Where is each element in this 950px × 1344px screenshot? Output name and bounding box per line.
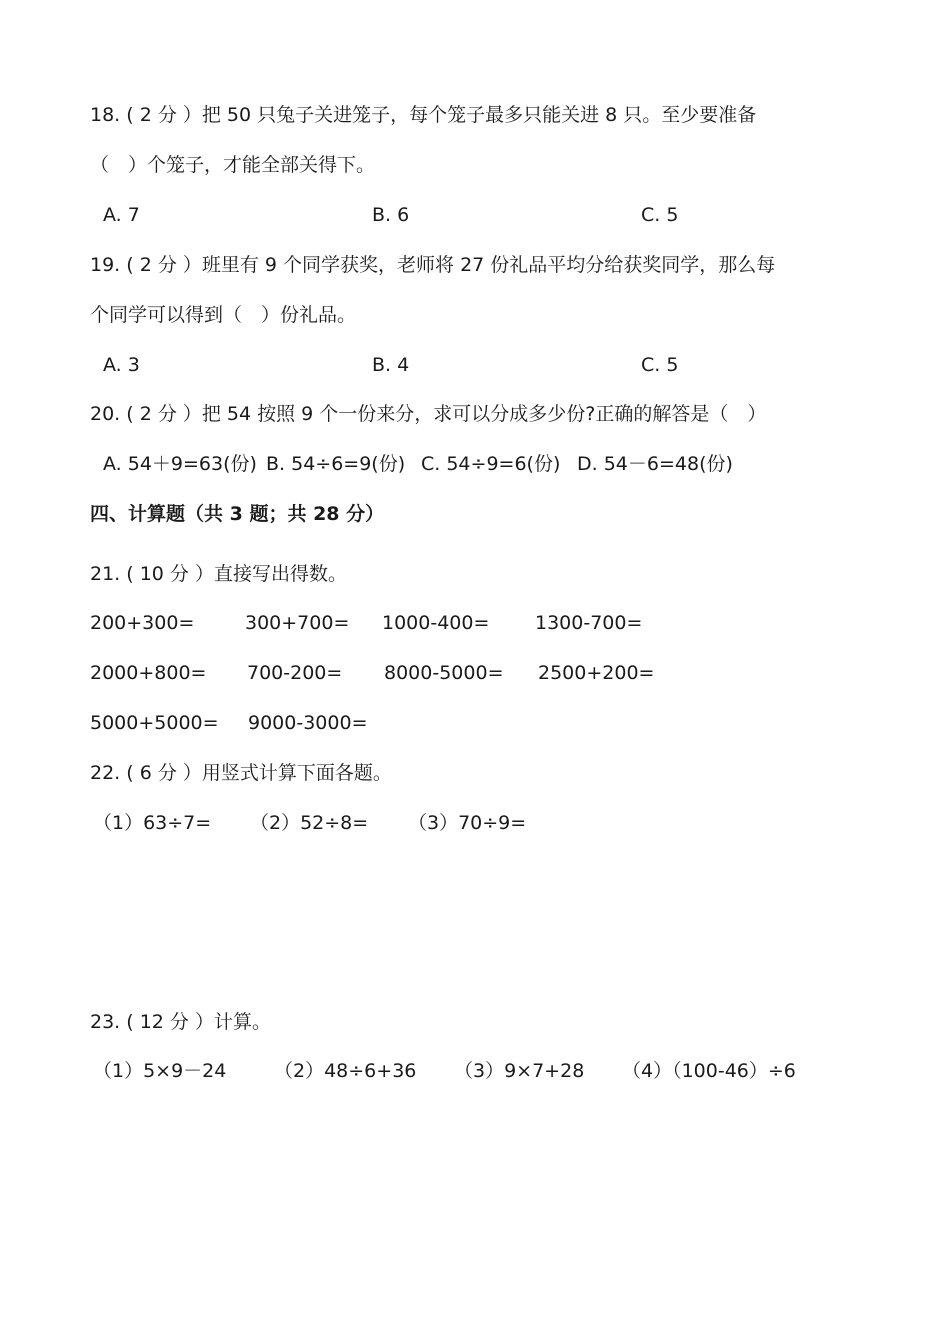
question-19-option-a: A. 3 bbox=[103, 354, 140, 376]
q21-item: 8000-5000= bbox=[384, 662, 504, 684]
q23-item: （3）9×7+28 bbox=[454, 1060, 585, 1082]
q23-item: （1）5×9－24 bbox=[93, 1060, 227, 1082]
q22-item: （1）63÷7= bbox=[93, 812, 212, 834]
q21-item: 1300-700= bbox=[535, 612, 643, 634]
question-18-option-a: A. 7 bbox=[103, 204, 140, 226]
q23-item: （2）48÷6+36 bbox=[274, 1060, 417, 1082]
q22-item: （3）70÷9= bbox=[408, 812, 527, 834]
question-21-title: 21. ( 10 分 ）直接写出得数。 bbox=[90, 563, 347, 585]
section-4-heading: 四、计算题（共 3 题；共 28 分） bbox=[90, 503, 385, 525]
q21-item: 300+700= bbox=[245, 612, 350, 634]
question-19-text: 19. ( 2 分 ）班里有 9 个同学获奖，老师将 27 份礼品平均分给获奖同学，那么每 bbox=[90, 254, 776, 276]
question-20-option-a: A. 54＋9=63(份) bbox=[103, 453, 257, 475]
question-20-text: 20. ( 2 分 ）把 54 按照 9 个一份来分，求可以分成多少份?正确的解答是（ ） bbox=[90, 403, 767, 425]
q23-item: （4）（100-46）÷6 bbox=[622, 1060, 796, 1082]
question-18-text-cont: （ ）个笼子，才能全部关得下。 bbox=[90, 154, 376, 176]
question-18-option-c: C. 5 bbox=[641, 204, 679, 226]
q21-item: 700-200= bbox=[247, 662, 343, 684]
q22-item: （2）52÷8= bbox=[250, 812, 369, 834]
question-18-text: 18. ( 2 分 ）把 50 只兔子关进笼子，每个笼子最多只能关进 8 只。至少要准备 bbox=[90, 104, 757, 126]
question-18-option-b: B. 6 bbox=[372, 204, 410, 226]
question-23-title: 23. ( 12 分 ）计算。 bbox=[90, 1011, 271, 1033]
question-20-option-d: D. 54－6=48(份) bbox=[577, 453, 733, 475]
question-20-option-b: B. 54÷6=9(份) bbox=[266, 453, 406, 475]
question-22-title: 22. ( 6 分 ）用竖式计算下面各题。 bbox=[90, 762, 392, 784]
q21-item: 1000-400= bbox=[382, 612, 490, 634]
question-19-text-cont: 个同学可以得到（ ）份礼品。 bbox=[90, 304, 357, 326]
q21-item: 5000+5000= bbox=[90, 712, 219, 734]
q21-item: 2500+200= bbox=[538, 662, 655, 684]
question-19-option-b: B. 4 bbox=[372, 354, 410, 376]
q21-item: 9000-3000= bbox=[248, 712, 368, 734]
q21-item: 200+300= bbox=[90, 612, 195, 634]
question-19-option-c: C. 5 bbox=[641, 354, 679, 376]
q21-item: 2000+800= bbox=[90, 662, 207, 684]
question-20-option-c: C. 54÷9=6(份) bbox=[421, 453, 561, 475]
